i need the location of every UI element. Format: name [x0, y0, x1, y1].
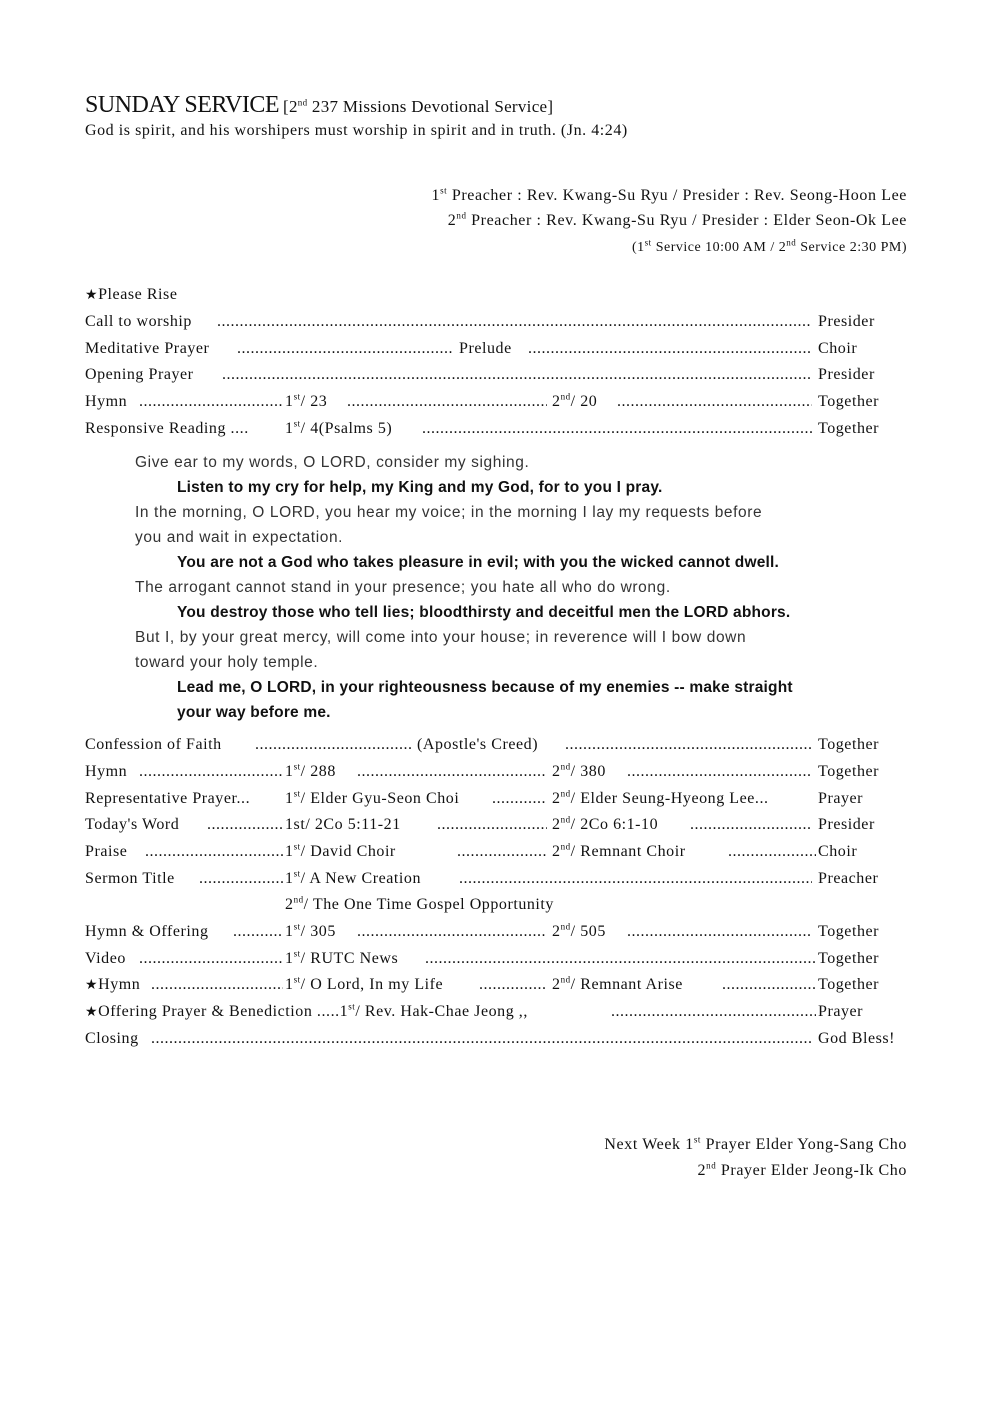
- dot-leader: [199, 870, 283, 888]
- item-leader: Presider: [818, 313, 875, 330]
- item-leader: Choir: [818, 340, 858, 357]
- dot-leader: [207, 816, 283, 834]
- dot-leader: [237, 340, 453, 358]
- order-item-benediction: ★Offering Prayer & Benediction .....1st/ Rev. Hak-Chae Jeong ,, ..... Prayer: [85, 1003, 907, 1025]
- dot-leader: [565, 736, 812, 754]
- dot-leader: [627, 763, 812, 781]
- please-rise-note: ★Please Rise: [85, 286, 178, 303]
- next-week-second-prayer: 2nd Prayer Elder Jeong-Ik Cho: [697, 1160, 907, 1179]
- dot-leader: [217, 313, 812, 331]
- order-item-hymn-sermon: Hymn ..... 1st/ 288 ..... 2nd/ 380 ..... Together: [85, 763, 907, 785]
- dot-leader: [347, 393, 547, 411]
- order-item-opening-prayer: Opening Prayer ..... Presider: [85, 366, 907, 388]
- first-service-ministers: 1st Preacher : Rev. Kwang-Su Ryu / Presider : Rev. Seong-Hoon Lee: [431, 185, 907, 204]
- item-leader: Together: [818, 420, 880, 437]
- order-item-responsive-reading: Responsive Reading .... 1st/ 4(Psalms 5) ..... Together: [85, 420, 907, 442]
- item-leader: Prayer: [818, 790, 864, 807]
- item-leader: God Bless!: [818, 1030, 896, 1047]
- page-title: [85, 92, 553, 119]
- order-item-sermon-title-second: 2nd/ The One Time Gospel Opportunity: [285, 894, 554, 913]
- order-item-meditative-prayer: Meditative Prayer ..... Prelude ..... Choir: [85, 340, 907, 362]
- dot-leader: [139, 763, 282, 781]
- item-leader: Together: [818, 736, 880, 753]
- star-icon: ★: [85, 1005, 99, 1020]
- dot-leader: [357, 763, 547, 781]
- dot-leader: [145, 843, 283, 861]
- next-week-first-prayer: Next Week 1st Prayer Elder Yong-Sang Cho: [604, 1134, 907, 1153]
- dot-leader: [479, 976, 547, 994]
- item-leader: Together: [818, 763, 880, 780]
- dot-leader: [139, 950, 282, 968]
- order-item-representative-prayer: Representative Prayer... 1st/ Elder Gyu-Seon Choi ..... 2nd/ Elder Seung-Hyeong Lee... Prayer: [85, 790, 907, 812]
- reading-congregation-line: Listen to my cry for help, my King and my God, for to you I pray.: [177, 479, 663, 496]
- reading-congregation-line: You are not a God who takes pleasure in evil; with you the wicked cannot dwell.: [177, 554, 780, 571]
- order-item-video: Video ..... 1st/ RUTC News ..... Together: [85, 950, 907, 972]
- dot-leader: [528, 340, 812, 358]
- reading-leader-line: Give ear to my words, O LORD, consider my sighing.: [135, 454, 530, 471]
- reading-congregation-line: You destroy those who tell lies; bloodthirsty and deceitful men the LORD abhors.: [177, 604, 791, 621]
- item-leader: Together: [818, 923, 880, 940]
- theme-scripture: God is spirit, and his worshipers must worship in spirit and in truth. (Jn. 4:24): [85, 122, 628, 139]
- dot-leader: [151, 976, 283, 994]
- dot-leader: [222, 366, 810, 384]
- item-leader: Choir: [818, 843, 858, 860]
- dot-leader: [728, 843, 816, 861]
- service-title: SUNDAY SERVICE: [85, 92, 279, 118]
- item-leader: Together: [818, 976, 880, 993]
- reading-leader-line: toward your holy temple.: [135, 654, 319, 671]
- second-service-ministers: 2nd Preacher : Rev. Kwang-Su Ryu / Presider : Elder Seon-Ok Lee: [447, 210, 907, 229]
- order-item-praise: Praise ..... 1st/ David Choir ..... 2nd/ Remnant Choir ..... Choir: [85, 843, 907, 865]
- dot-leader: [492, 790, 547, 808]
- item-leader: Together: [818, 950, 880, 967]
- order-item-hymn-opening: Hymn ..... 1st/ 23 ..... 2nd/ 20 ..... Together: [85, 393, 907, 415]
- service-times: (1st Service 10:00 AM / 2nd Service 2:30 PM): [632, 237, 907, 255]
- item-leader: Preacher: [818, 870, 879, 887]
- dot-leader: [425, 950, 815, 968]
- order-item-hymn-and-offering: Hymn & Offering ..... 1st/ 305 ..... 2nd/ 505 ..... Together: [85, 923, 907, 945]
- star-icon: ★: [85, 288, 99, 303]
- dot-leader: [690, 816, 812, 834]
- order-item-confession-of-faith: Confession of Faith ..... (Apostle's Creed) ..... Together: [85, 736, 907, 758]
- reading-congregation-line: Lead me, O LORD, in your righteousness because of my enemies -- make straight: [177, 679, 793, 696]
- order-item-closing: Closing ..... God Bless!: [85, 1030, 907, 1052]
- item-leader: Prayer: [818, 1003, 864, 1020]
- order-item-call-to-worship: Call to worship ..... Presider: [85, 313, 907, 335]
- reading-leader-line: But I, by your great mercy, will come into your house; in reverence will I bow down: [135, 629, 747, 646]
- reading-congregation-line: your way before me.: [177, 704, 331, 721]
- dot-leader: [255, 736, 413, 754]
- item-leader: Together: [818, 393, 880, 410]
- order-item-sermon-title: Sermon Title ..... 1st/ A New Creation ..... Preacher: [85, 870, 907, 892]
- dot-leader: [422, 420, 812, 438]
- star-icon: ★: [85, 978, 99, 993]
- dot-leader: [722, 976, 816, 994]
- dot-leader: [233, 923, 283, 941]
- item-leader: Presider: [818, 366, 875, 383]
- reading-leader-line: The arrogant cannot stand in your presence; you hate all who do wrong.: [135, 579, 671, 596]
- order-item-hymn-closing: ★Hymn ..... 1st/ O Lord, In my Life ..... 2nd/ Remnant Arise ..... Together: [85, 976, 907, 998]
- dot-leader: [611, 1003, 816, 1021]
- reading-leader-line: In the morning, O LORD, you hear my voice; in the morning I lay my requests before: [135, 504, 763, 521]
- dot-leader: [457, 843, 547, 861]
- dot-leader: [437, 816, 547, 834]
- dot-leader: [627, 923, 812, 941]
- order-item-todays-word: Today's Word ..... 1st/ 2Co 5:11-21 ..... 2nd/ 2Co 6:1-10 ..... Presider: [85, 816, 907, 838]
- item-leader: Presider: [818, 816, 875, 833]
- dot-leader: [459, 870, 812, 888]
- dot-leader: [357, 923, 547, 941]
- dot-leader: [617, 393, 812, 411]
- reading-leader-line: you and wait in expectation.: [135, 529, 344, 546]
- dot-leader: [151, 1030, 812, 1048]
- service-subtitle: [2nd 237 Missions Devotional Service]: [283, 97, 554, 116]
- dot-leader: [139, 393, 282, 411]
